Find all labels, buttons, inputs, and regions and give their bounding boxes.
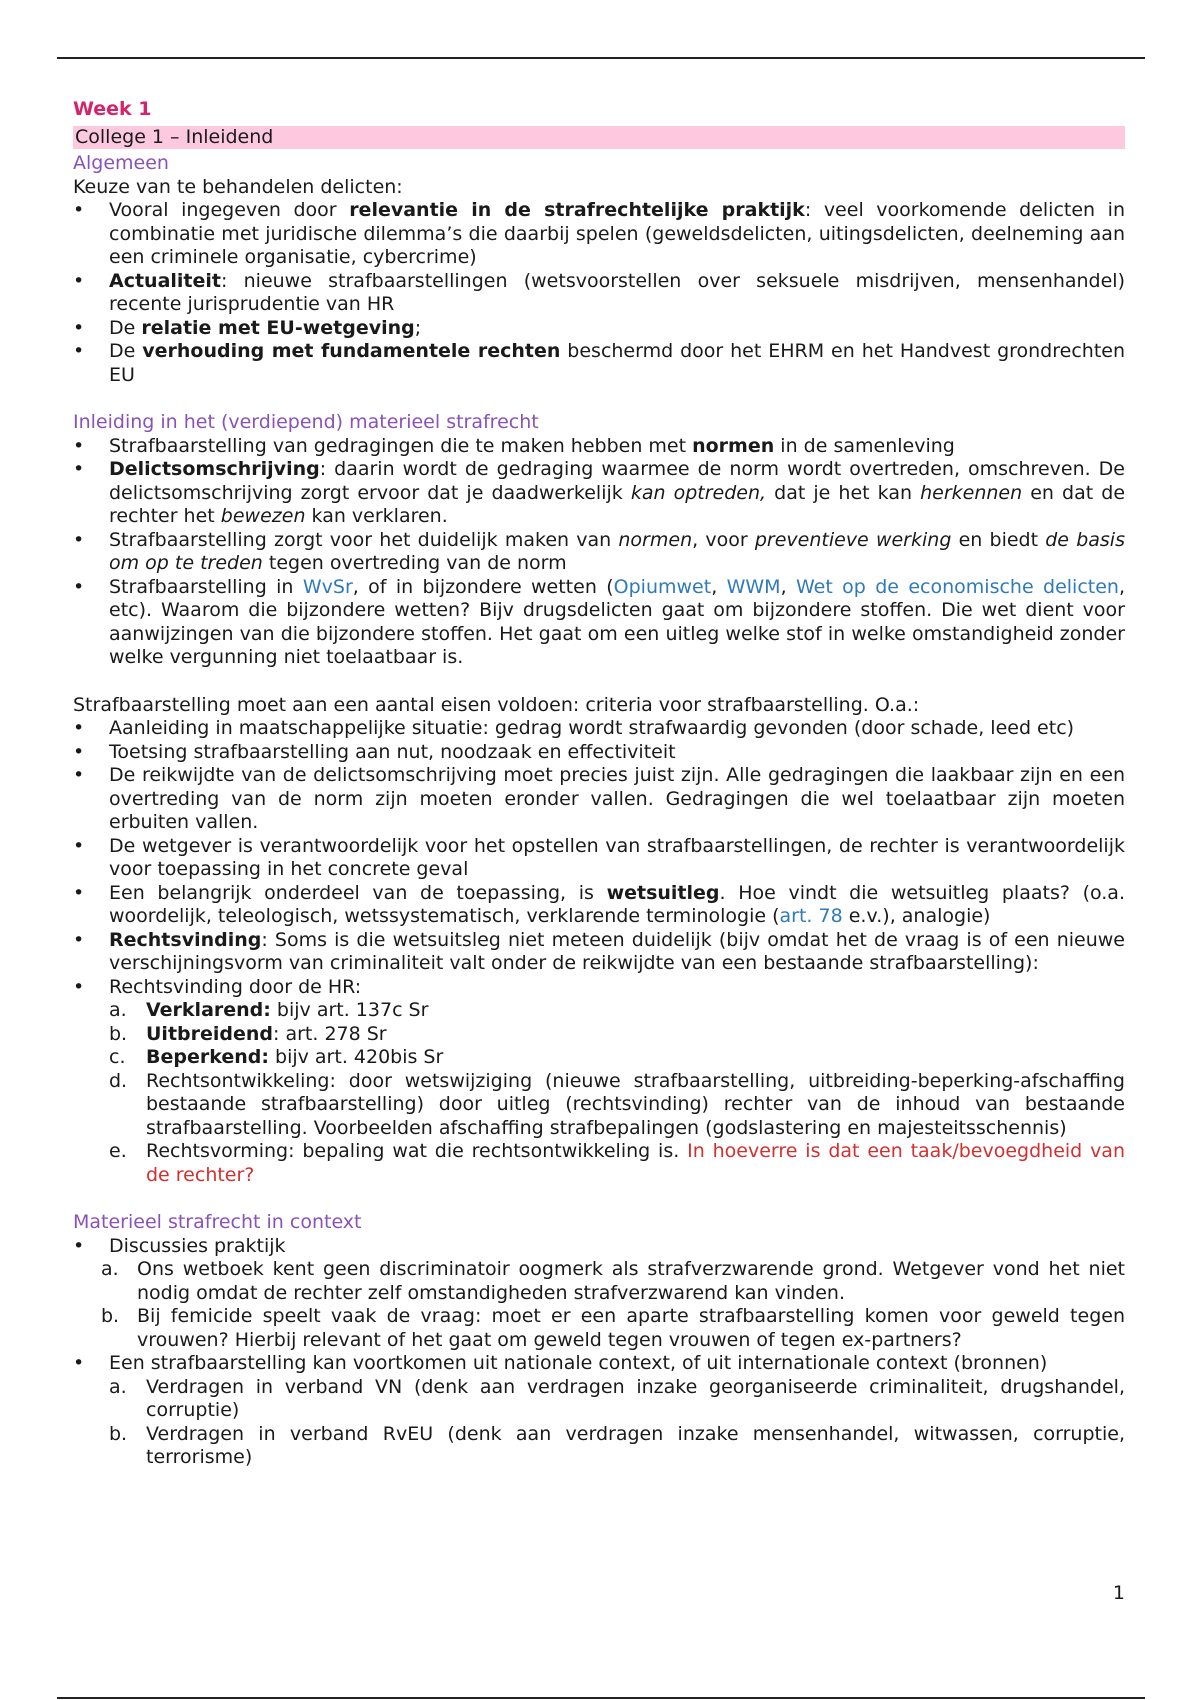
footer-rule	[57, 1697, 1145, 1699]
list-item: • Rechtsvinding: Soms is die wetsuitsleg niet meteen duidelijk (bijv omdat het de vraag is of een nieuwe verschijningsvorm van criminaliteit valt onder de reikwijdte van een bestaande strafbaarstelling):	[73, 929, 1125, 976]
header-rule	[57, 57, 1145, 59]
list-item: • Discussies praktijk	[73, 1235, 1125, 1259]
list-item: • Actualiteit: nieuwe strafbaarstellingen (wetsvoorstellen over seksuele misdrijven, mensenhandel) recente jurisprudentie van HR	[73, 270, 1125, 317]
sub-list-item: a. Verdragen in verband VN (denk aan verdragen inzake georganiseerde criminaliteit, drugshandel, corruptie)	[109, 1375, 1125, 1421]
link-art-78[interactable]: art. 78	[779, 905, 843, 927]
list-item: • Aanleiding in maatschappelijke situatie: gedrag wordt strafwaardig gevonden (door schade, leed etc)	[73, 717, 1125, 741]
sub-list-item: e. Rechtsvorming: bepaling wat die rechtsontwikkeling is. In hoeverre is dat een taak/bevoegdheid van de rechter?	[109, 1140, 1125, 1186]
list-item: • Strafbaarstelling zorgt voor het duidelijk maken van normen, voor preventieve werking en biedt de basis om op te treden tegen overtreding van de norm	[73, 529, 1125, 576]
list-item: • De verhouding met fundamentele rechten beschermd door het EHRM en het Handvest grondrechten EU	[73, 340, 1125, 387]
section-title-inleiding: Inleiding in het (verdiepend) materieel strafrecht	[73, 411, 539, 433]
document-body	[73, 98, 1125, 1470]
section-title-context: Materieel strafrecht in context	[73, 1211, 362, 1233]
sub-list-item: b. Uitbreidend: art. 278 Sr	[109, 1022, 387, 1045]
list-item: • Delictsomschrijving: daarin wordt de gedraging waarmee de norm wordt overtreden, omschreven. De delictsomschrijving zorgt ervoor dat je daadwerkelijk kan optreden, dat je het kan herkennen en dat de rechter het bewezen kan verklaren.	[73, 458, 1125, 529]
sub-list-item: b. Verdragen in verband RvEU (denk aan verdragen inzake mensenhandel, witwassen, corruptie, terrorisme)	[109, 1422, 1125, 1468]
highlighted-question: In hoeverre is dat een taak/bevoegdheid van de rechter?	[146, 1140, 1125, 1186]
link-wwm[interactable]: WWM	[726, 575, 781, 598]
section-title-algemeen: Algemeen	[73, 152, 169, 174]
sub-list-item: b. Bij femicide speelt vaak de vraag: moet er een aparte strafbaarstelling komen voor geweld tegen vrouwen? Hierbij relevant of het gaat om geweld tegen vrouwen of tegen ex-partners?	[101, 1305, 1125, 1351]
list-item: • De wetgever is verantwoordelijk voor het opstellen van strafbaarstellingen, de rechter is verantwoordelijk voor toepassing in het concrete geval	[73, 835, 1125, 882]
sub-list-item: a. Verklarend: bijv art. 137c Sr	[109, 999, 429, 1021]
link-wvsr[interactable]: WvSr	[302, 575, 353, 598]
link-wed[interactable]: Wet op de economische delicten	[796, 575, 1119, 598]
sub-list-item: c. Beperkend: bijv art. 420bis Sr	[109, 1046, 444, 1068]
link-opiumwet[interactable]: Opiumwet	[613, 575, 712, 598]
list-item: • De relatie met EU-wetgeving;	[73, 317, 1125, 341]
sub-list-item: a. Ons wetboek kent geen discriminatoir oogmerk als strafverzwarende grond. Wetgever vond het niet nodig omdat de rechter zelf omstandigheden strafverzwarend kan vinden.	[101, 1258, 1125, 1304]
list-item: • Vooral ingegeven door relevantie in de strafrechtelijke praktijk: veel voorkomende delicten in combinatie met juridische dilemma’s die daarbij spelen (geweldsdelicten, uitingsdelicten, deelneming aan een criminele organisatie, cybercrime)	[73, 199, 1125, 270]
list-item: • Rechtsvinding door de HR:	[73, 976, 1125, 1000]
list-item: • De reikwijdte van de delictsomschrijving moet precies juist zijn. Alle gedragingen die laakbaar zijn en een overtreding van de norm zijn moeten eronder vallen. Gedragingen die wel toelaatbaar zijn moeten erbuiten vallen.	[73, 764, 1125, 835]
list-item: • Een belangrijk onderdeel van de toepassing, is wetsuitleg. Hoe vindt die wetsuitleg plaats? (o.a. woordelijk, teleologisch, wetssystematisch, verklarende terminologie (art. 78 e.v.), analogie)	[73, 882, 1125, 929]
list-item: • Een strafbaarstelling kan voortkomen uit nationale context, of uit internationale context (bronnen)	[73, 1352, 1125, 1376]
list-item: • Toetsing strafbaarstelling aan nut, noodzaak en effectiviteit	[73, 741, 1125, 765]
list-item: • Strafbaarstelling van gedragingen die te maken hebben met normen in de samenleving	[73, 435, 1125, 459]
criteria-intro: Strafbaarstelling moet aan een aantal eisen voldoen: criteria voor strafbaarstelling. O.a.:	[73, 693, 920, 716]
list-item: • Strafbaarstelling in WvSr, of in bijzondere wetten (Opiumwet, WWM, Wet op de economische delicten, etc). Waarom die bijzondere wetten? Bijv drugsdelicten gaat om bijzondere stoffen. Die wet dient voor aanwijzingen van die bijzondere stoffen. Het gaat om een uitleg welke stof in welke omstandigheid zonder welke vergunning niet toelaatbaar is.	[73, 576, 1125, 670]
intro-text: Keuze van te behandelen delicten:	[73, 175, 403, 198]
page-number: 1	[1112, 1582, 1125, 1604]
week-heading: Week 1	[73, 98, 152, 120]
college-heading: College 1 – Inleidend	[73, 126, 1125, 150]
sub-list-item: d. Rechtsontwikkeling: door wetswijziging (nieuwe strafbaarstelling, uitbreiding-beperking-afschaffing bestaande strafbaarstelling) door uitleg (rechtsvinding) rechter van de inhoud van bestaande strafbaarstelling. Voorbeelden afschaffing strafbepalingen (godslastering en majesteitsschennis)	[109, 1069, 1125, 1139]
